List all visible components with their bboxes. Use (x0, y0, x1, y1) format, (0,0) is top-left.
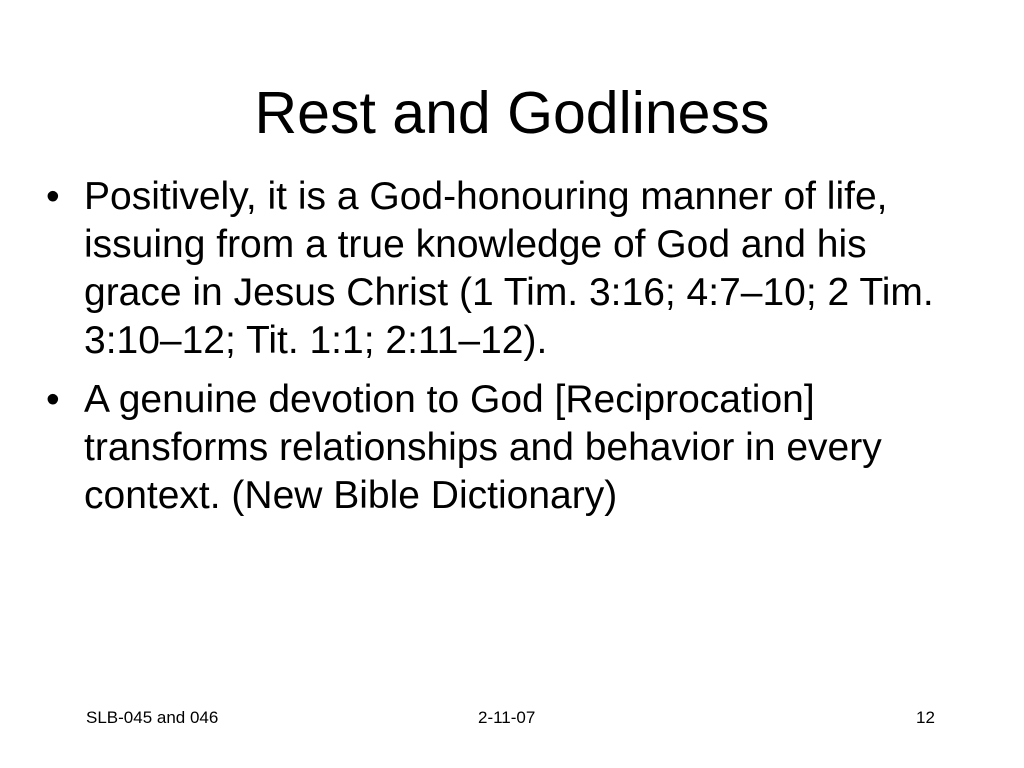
footer-date: 2-11-07 (478, 708, 536, 727)
bullet-marker: • (46, 378, 60, 421)
bullet-marker: • (46, 175, 60, 218)
bullet-text: A genuine devotion to God [Reciprocation] transforms relationships and behavior in every context. (New Bible Dictionary) (84, 378, 882, 517)
bullet-item (46, 376, 966, 520)
bullet-list (46, 173, 966, 531)
bullet-text: Positively, it is a God-honouring manner of life, issuing from a true knowledge of God and his grace in Jesus Christ (1 Tim. 3:16; 4:7–10; 2 Tim. 3:10–12; Tit. 1:1; 2:11–12). (84, 175, 934, 362)
bullet-item (46, 173, 966, 365)
footer-source: SLB-045 and 046 (86, 708, 219, 727)
footer-page-number: 12 (916, 708, 935, 727)
slide-title: Rest and Godliness (254, 80, 770, 146)
